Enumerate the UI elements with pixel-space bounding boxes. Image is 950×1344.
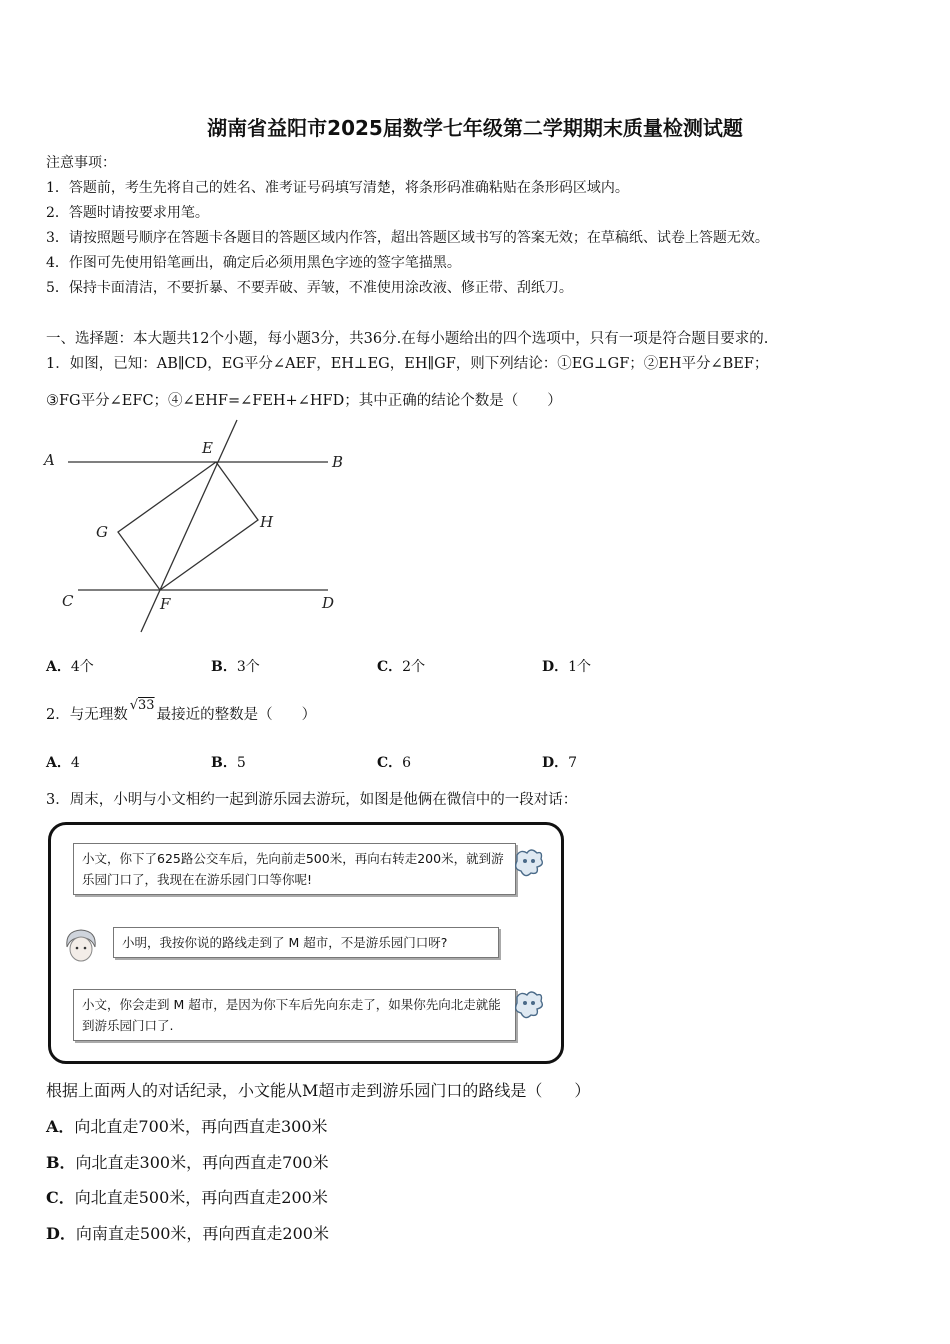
q1-option-d[interactable]: D．1个 (542, 659, 592, 675)
quad-eghf (118, 462, 258, 590)
q1-option-a[interactable]: A．4个 (46, 659, 94, 675)
section-heading: 一、选择题：本大题共12个小题，每小题3分，共36分.在每小题给出的四个选项中，只有一项是符合题目要求的. (46, 331, 769, 347)
chat-bubble-xiaowen-1: 小文，你下了625路公交车后，先向前走500米，再向右转走200米，就到游乐园门口了，我现在在游乐园门口等你呢! (73, 843, 516, 895)
notice-item: 3．请按照题号顺序在答题卡各题目的答题区域内作答，超出答题区域书写的答案无效；在草稿纸、试卷上答题无效。 (46, 230, 769, 246)
q2-option-c[interactable]: C．6 (377, 755, 412, 771)
q3-question: 根据上面两人的对话纪录，小文能从M超市走到游乐园门口的路线是（ ） (46, 1081, 591, 1100)
wechat-conversation (48, 822, 564, 1064)
q3-stem: 3．周末，小明与小文相约一起到游乐园去游玩，如图是他俩在微信中的一段对话： (46, 792, 578, 808)
line-ef (141, 420, 237, 632)
notice-item: 5．保持卡面清洁，不要折暴、不要弄破、弄皱，不准使用涂改液、修正带、刮纸刀。 (46, 280, 573, 296)
label-a: A (44, 451, 55, 469)
xiaowen-avatar-icon (509, 987, 549, 1027)
q1-option-b[interactable]: B．3个 (211, 659, 260, 675)
notice-item: 4．作图可先使用铅笔画出，确定后必须用黑色字迹的签字笔描黑。 (46, 255, 461, 271)
notice-item: 2．答题时请按要求用笔。 (46, 205, 209, 221)
q3-option-a[interactable]: A．向北直走700米，再向西直走300米 (46, 1117, 328, 1136)
label-b: B (332, 453, 344, 471)
xiaoming-avatar-icon (61, 925, 101, 965)
q2-prefix: 2．与无理数 (46, 707, 128, 723)
q3-option-d[interactable]: D．向南直走500米，再向西直走200米 (46, 1224, 329, 1243)
q1-stem-line1: 1．如图，已知：AB∥CD，EG平分∠AEF，EH⊥EG，EH∥GF，则下列结论：①EG⊥GF；②EH平分∠BEF； (46, 356, 769, 372)
q2-stem (46, 698, 317, 724)
q3-option-b[interactable]: B．向北直走300米，再向西直走700米 (46, 1153, 329, 1172)
page-title: 湖南省益阳市2025届数学七年级第二学期期末质量检测试题 (207, 116, 743, 140)
label-d: D (322, 594, 335, 612)
q2-option-a[interactable]: A．4 (46, 755, 80, 771)
q1-stem-line2: ③FG平分∠EFC；④∠EHF=∠FEH+∠HFD；其中正确的结论个数是（ ） (46, 393, 562, 409)
q3-option-c[interactable]: C．向北直走500米，再向西直走200米 (46, 1188, 328, 1207)
q2-option-d[interactable]: D．7 (542, 755, 578, 771)
label-h: H (260, 513, 274, 531)
q2-suffix: 最接近的整数是（ ） (156, 707, 317, 723)
label-f: F (160, 595, 171, 613)
chat-bubble-xiaowen-2: 小文，你会走到 M 超市，是因为你下车后先向东走了，如果你先向北走就能到游乐园门口了. (73, 989, 516, 1041)
label-g: G (96, 523, 108, 541)
notice-heading: 注意事项： (46, 155, 116, 171)
label-c: C (62, 592, 74, 610)
q1-option-c[interactable]: C．2个 (377, 659, 426, 675)
chat-bubble-xiaoming: 小明，我按你说的路线走到了 M 超市，不是游乐园门口呀? (113, 927, 499, 958)
xiaowen-avatar-icon (509, 845, 549, 885)
q1-geometry-figure (40, 415, 360, 640)
q2-option-b[interactable]: B．5 (211, 755, 246, 771)
notice-item: 1．答题前，考生先将自己的姓名、准考证号码填写清楚，将条形码准确粘贴在条形码区域内。 (46, 180, 629, 196)
sqrt-symbol: √33 (129, 698, 155, 713)
label-e: E (202, 439, 213, 457)
